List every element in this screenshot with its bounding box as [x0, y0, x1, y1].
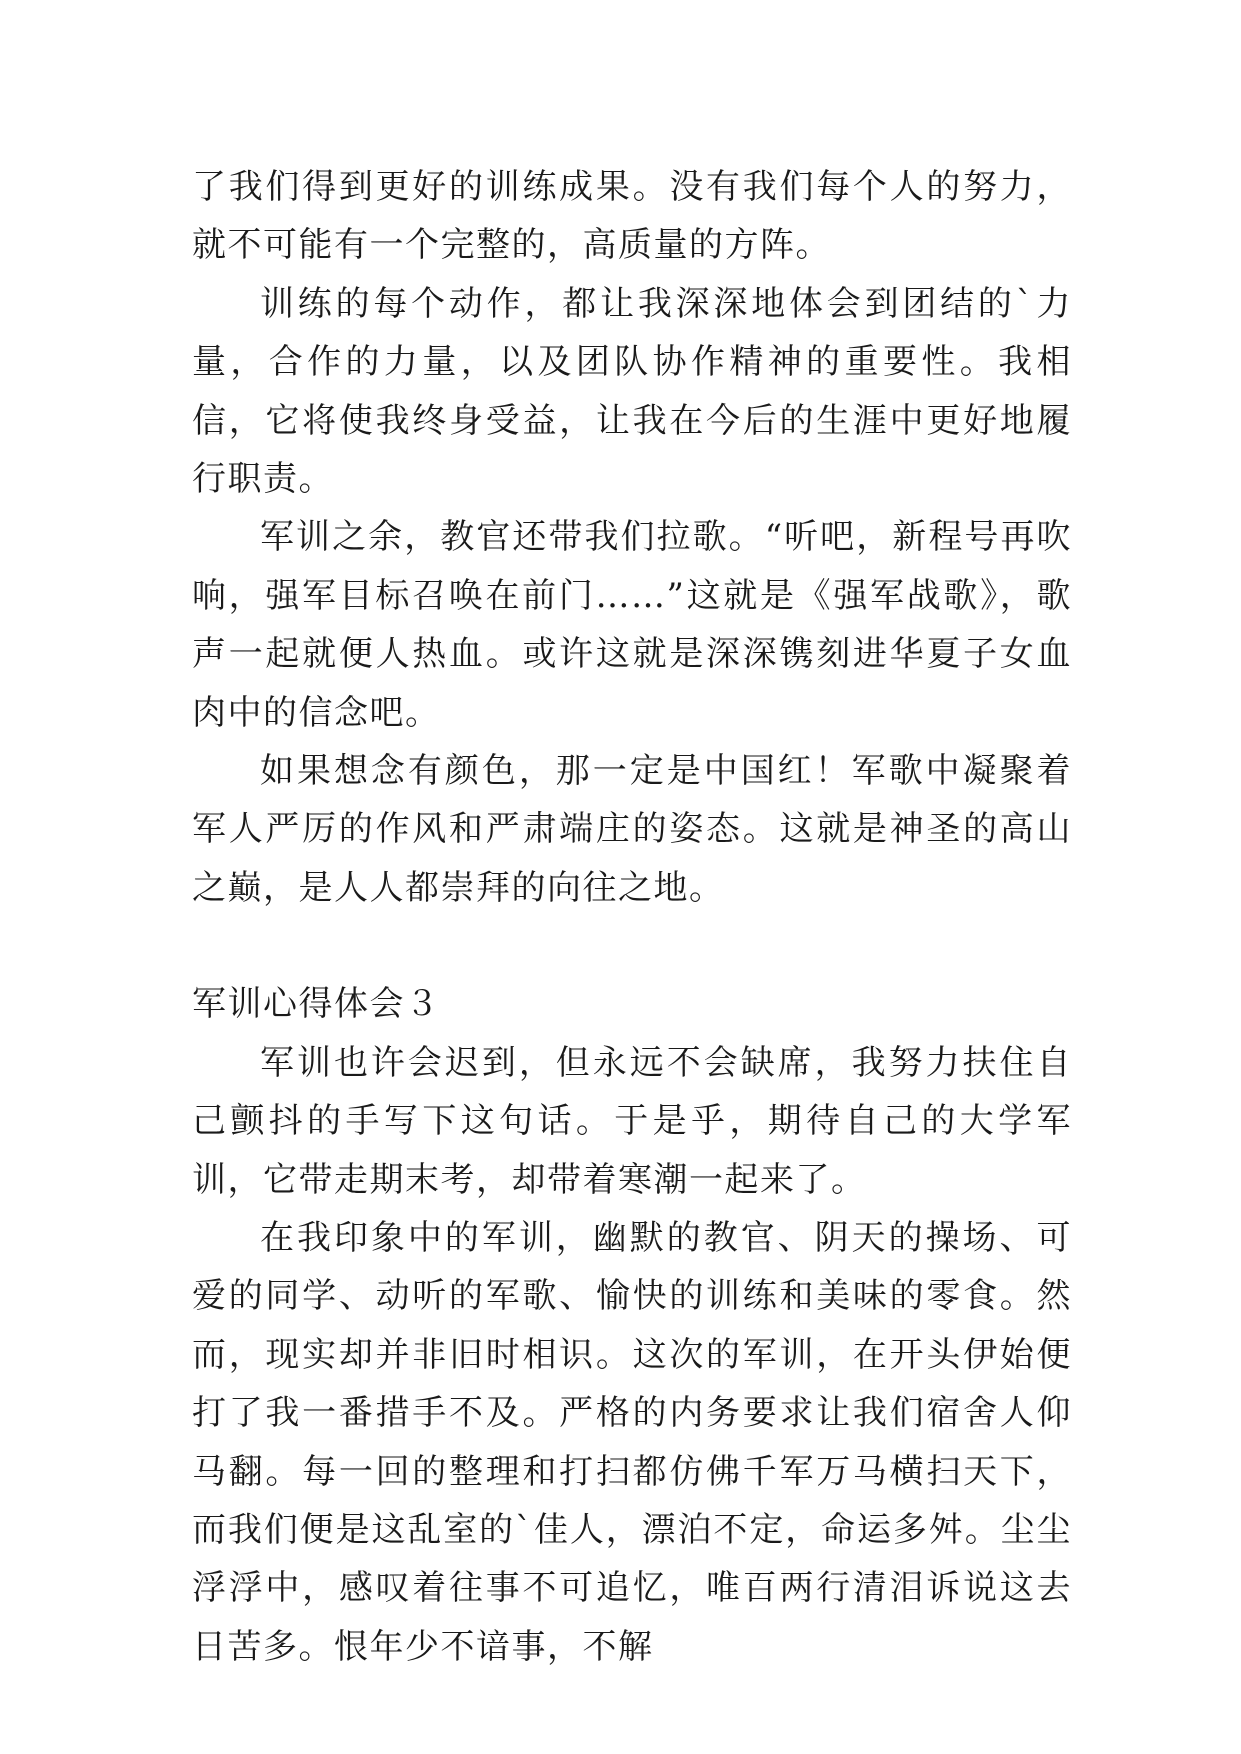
paragraph: 在我印象中的军训，幽默的教官、阴天的操场、可爱的同学、动听的军歌、愉快的训练和美味的零食。然而，现实却并非旧时相识。这次的军训，在开头伊始便打了我一番措手不及。严格的内务要求让我们宿舍人仰马翻。每一回的整理和打扫都仿佛千军万马横扫天下，而我们便是这乱室的`佳人，漂泊不定，命运多舛。尘尘浮浮中，感叹着往事不可追忆，唯百两行清泪诉说这去日苦多。恨年少不谙事，不解: [192, 1217, 1072, 1667]
paragraph-continued: 了我们得到更好的训练成果。没有我们每个人的努力，就不可能有一个完整的，高质量的方阵。: [192, 167, 1072, 266]
document-body: [192, 158, 1072, 1676]
paragraph: 军训也许会迟到，但永远不会缺席，我努力扶住自己颤抖的手写下这句话。于是乎，期待自己的大学军训，它带走期末考，却带着寒潮一起来了。: [192, 1042, 1072, 1200]
paragraph: 军训之余，教官还带我们拉歌。“听吧，新程号再吹响，强军目标召唤在前门……”这就是《强军战歌》，歌声一起就便人热血。或许这就是深深镌刻进华夏子女血肉中的信念吧。: [192, 517, 1072, 733]
paragraph: 训练的每个动作，都让我深深地体会到团结的`力量，合作的力量，以及团队协作精神的重要性。我相信，它将使我终身受益，让我在今后的生涯中更好地履行职责。: [192, 283, 1072, 500]
paragraph: 如果想念有颜色，那一定是中国红！军歌中凝聚着军人严厉的作风和严肃端庄的姿态。这就是神圣的高山之巅，是人人都崇拜的向往之地。: [192, 751, 1072, 908]
section-title: 军训心得体会３: [192, 984, 441, 1025]
